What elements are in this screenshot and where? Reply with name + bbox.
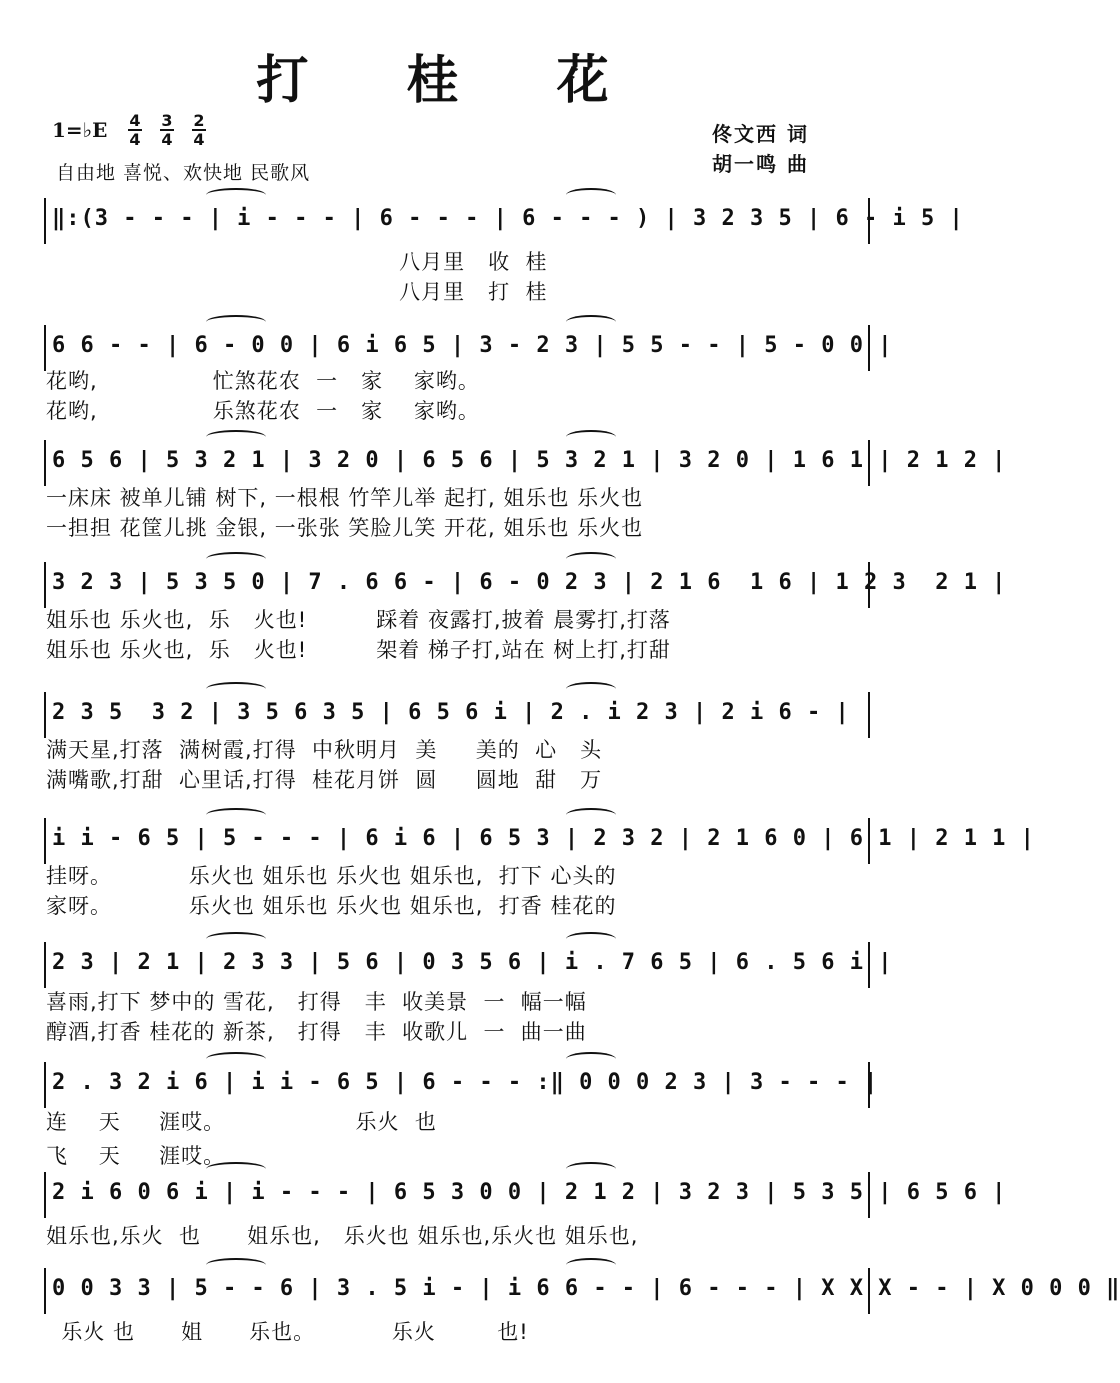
staff-line (44, 1172, 1007, 1218)
lyric-line-verse-2: 满嘴歌,打甜 心里话,打得 桂花月饼 圆 圆地 甜 万 (46, 768, 603, 792)
lyric-line-verse-1: 乐火 也 姐 乐也。 乐火 也! (46, 1320, 529, 1344)
tempo-marking: 自由地 喜悦、欢快地 民歌风 (56, 162, 311, 184)
slur-mark (566, 1258, 616, 1272)
score-row-7 (44, 942, 893, 992)
lyric-line-verse-2: 八月里 打 桂 (46, 280, 548, 304)
time-signature-3-4: $\frac{3}{4}$ (161, 111, 173, 149)
staff-line (44, 1062, 879, 1108)
slur-mark (566, 315, 616, 329)
score-row-8 (44, 1062, 879, 1112)
lyric-line-verse-1: 喜雨,打下 梦中的 雪花, 打得 丰 收美景 一 幅一幅 (46, 990, 587, 1014)
slur-mark (566, 188, 616, 202)
notation-line: 2 . 3 2 i 6 | i i - 6 5 | 6 - - - :‖ 0 0 0 2 3 | 3 - - - | (52, 1070, 879, 1095)
staff-line (44, 818, 1035, 864)
staff-line (44, 198, 964, 244)
notation-line: 6 5 6 | 5 3 2 1 | 3 2 0 | 6 5 6 | 5 3 2 1 | 3 2 0 | 1 6 1 | 2 1 2 | (52, 448, 1007, 473)
notation-line: 0 0 3 3 | 5 - - 6 | 3 . 5 i - | i 6 6 - - | 6 - - - | X X X - - | X 0 0 0 ‖ (52, 1276, 1120, 1301)
staff-line (44, 692, 864, 738)
slur-mark (566, 552, 616, 566)
lyric-line-verse-2: 醇酒,打香 桂花的 新茶, 打得 丰 收歌儿 一 曲一曲 (46, 1020, 587, 1044)
end-barline (868, 692, 870, 738)
lyric-line-verse-1: 挂呀。 乐火也 姐乐也 乐火也 姐乐也, 打下 心头的 (46, 864, 617, 888)
lyric-line-verse-1: 八月里 收 桂 (46, 250, 548, 274)
lyric-line-verse-2: 姐乐也 乐火也, 乐 火也! 架着 梯子打,站在 树上打,打甜 (46, 638, 671, 662)
notation-line: 6 6 - - | 6 - 0 0 | 6 i 6 5 | 3 - 2 3 | 5 5 - - | 5 - 0 0 | (52, 333, 893, 358)
time-signatures (128, 112, 206, 148)
lyric-line-verse-1: 满天星,打落 满树霞,打得 中秋明月 美 美的 心 头 (46, 738, 603, 762)
time-signature-4-4: $\frac{4}{4}$ (129, 111, 141, 149)
slur-mark (206, 1162, 266, 1176)
slur-mark (206, 808, 266, 822)
notation-line: 3 2 3 | 5 3 5 0 | 7 . 6 6 - | 6 - 0 2 3 | 2 1 6 1 6 | 1 2 3 2 1 | (52, 570, 1007, 595)
slur-mark (206, 188, 266, 202)
lyric-line-verse-1: 姐乐也,乐火 也 姐乐也, 乐火也 姐乐也,乐火也 姐乐也, (46, 1224, 639, 1248)
notation-line: 2 3 5 3 2 | 3 5 6 3 5 | 6 5 6 i | 2 . i 2 3 | 2 i 6 - | (52, 700, 850, 725)
time-signature-2-4: $\frac{2}{4}$ (193, 111, 205, 149)
notation-line: ‖:(3 - - - | i - - - | 6 - - - | 6 - - - ) | 3 2 3 5 | 6 - i 5 | (52, 206, 964, 231)
lyric-line-verse-2: 家呀。 乐火也 姐乐也 乐火也 姐乐也, 打香 桂花的 (46, 894, 617, 918)
lyric-line-verse-2: 花哟, 乐煞花农 一 家 家哟。 (46, 399, 480, 423)
lyric-line-verse-1: 花哟, 忙煞花农 一 家 家哟。 (46, 369, 480, 393)
composer-credit: 胡一鸣 曲 (712, 152, 809, 176)
slur-mark (206, 430, 266, 444)
song-title: 打 桂 花 (256, 51, 649, 111)
slur-mark (206, 682, 266, 696)
lyric-line-verse-2: 飞 天 涯哎。 (46, 1144, 226, 1168)
score-row-1 (44, 198, 964, 248)
slur-mark (206, 552, 266, 566)
slur-mark (206, 1258, 266, 1272)
notation-line: 2 i 6 0 6 i | i - - - | 6 5 3 0 0 | 2 1 2 | 3 2 3 | 5 3 5 | 6 5 6 | (52, 1180, 1007, 1205)
slur-mark (566, 1052, 616, 1066)
lyric-line-verse-1: 连 天 涯哎。 乐火 也 (46, 1110, 437, 1134)
score-row-10 (44, 1268, 1120, 1318)
staff-line (44, 942, 893, 988)
lyric-line-verse-1: 姐乐也 乐火也, 乐 火也! 踩着 夜露打,披着 晨雾打,打落 (46, 608, 671, 632)
lyric-line-verse-1: 一床床 被单儿铺 树下, 一根根 竹竿儿举 起打, 姐乐也 乐火也 (46, 486, 644, 510)
score-row-9 (44, 1172, 1007, 1222)
slur-mark (566, 682, 616, 696)
key-signature: 1=♭E (52, 118, 108, 142)
slur-mark (566, 1162, 616, 1176)
staff-line (44, 1268, 1120, 1314)
slur-mark (566, 932, 616, 946)
slur-mark (566, 430, 616, 444)
lyricist-credit: 佟文西 词 (712, 122, 809, 146)
slur-mark (206, 932, 266, 946)
slur-mark (206, 315, 266, 329)
notation-line: 2 3 | 2 1 | 2 3 3 | 5 6 | 0 3 5 6 | i . 7 6 5 | 6 . 5 6 i | (52, 950, 893, 975)
lyric-line-verse-2: 一担担 花筐儿挑 金银, 一张张 笑脸儿笑 开花, 姐乐也 乐火也 (46, 516, 644, 540)
notation-line: i i - 6 5 | 5 - - - | 6 i 6 | 6 5 3 | 2 3 2 | 2 1 6 0 | 6 1 | 2 1 1 | (52, 826, 1035, 851)
staff-line (44, 562, 1007, 608)
slur-mark (206, 1052, 266, 1066)
slur-mark (566, 808, 616, 822)
staff-line (44, 440, 1007, 486)
